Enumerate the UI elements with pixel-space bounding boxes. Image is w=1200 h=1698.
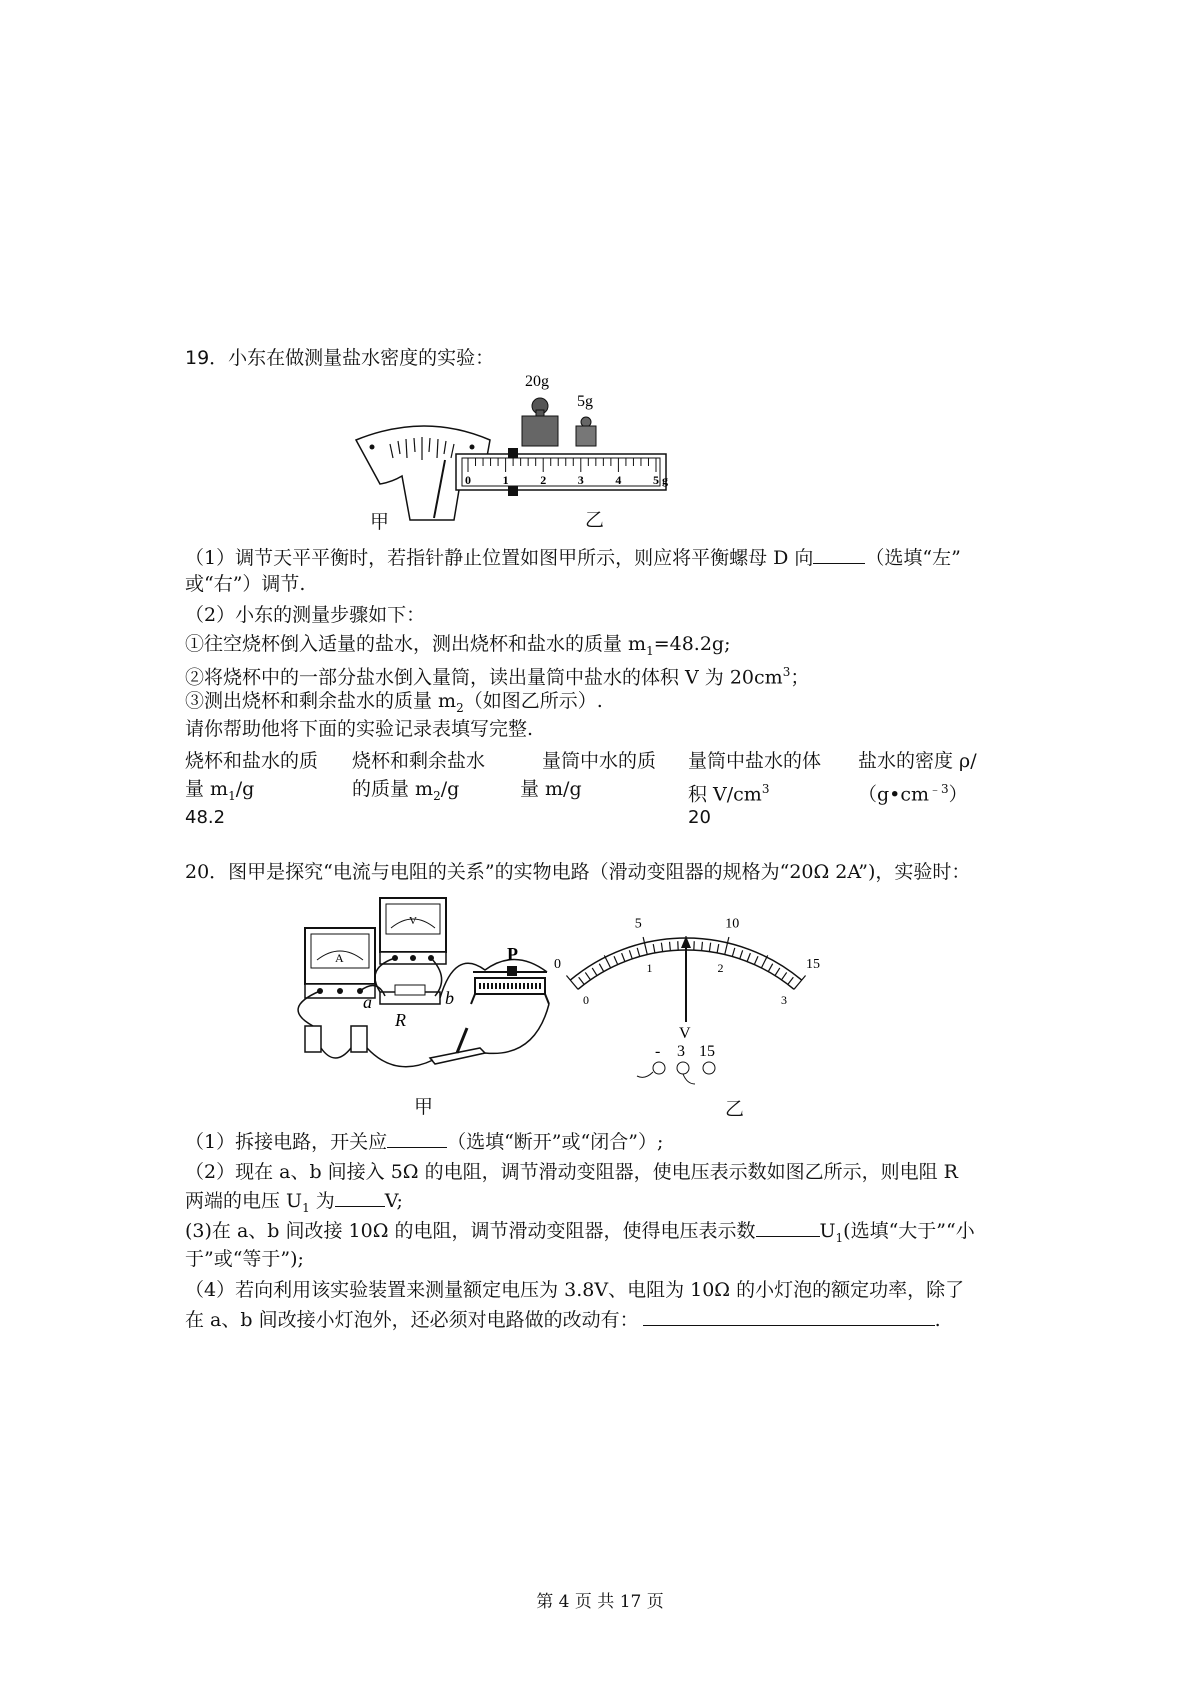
q20-part3-sub: 1 xyxy=(835,1230,844,1245)
q20-part3-choice: (选填“大于”“小 xyxy=(843,1220,975,1242)
table-header-1-unit: /g xyxy=(235,778,255,800)
dial-tick xyxy=(754,956,758,964)
table-header-5-line1: 盐水的密度 ρ/ xyxy=(858,750,977,772)
table-header-2-sub: 2 xyxy=(433,788,441,803)
dial-tick xyxy=(622,953,625,961)
dial-bottom-label: 2 xyxy=(717,961,724,976)
table-header-4-line2 xyxy=(688,777,769,806)
dial-bottom-label: 1 xyxy=(646,961,653,976)
dial-tick xyxy=(604,955,610,968)
wire-label-b: b xyxy=(445,988,454,1008)
dial-tick xyxy=(661,943,662,952)
q19-step1-text: ①往空烧杯倒入适量的盐水，测出烧杯和盐水的质量 m xyxy=(185,633,647,655)
dial-tick xyxy=(732,948,734,957)
dial-tick xyxy=(740,950,743,959)
slider-label-P: P xyxy=(507,944,518,964)
table-header-5-sup: ﹣3 xyxy=(929,782,949,796)
q19-part2-heading: （2）小东的测量步骤如下： xyxy=(185,604,426,626)
dial-top-label: 10 xyxy=(725,916,740,932)
dial-top-label: 5 xyxy=(634,916,642,932)
terminal-label-15: 15 xyxy=(699,1043,715,1060)
q20-part4-line2 xyxy=(185,1307,941,1332)
q19-step1-value: =48.2g; xyxy=(653,633,731,655)
dial-tick xyxy=(747,953,750,961)
weight-5g-label: 5g xyxy=(577,393,593,410)
dial-top-label: 0 xyxy=(554,956,562,972)
q19-instruction: 请你帮助他将下面的实验记录表填写完整. xyxy=(185,718,534,740)
dial-tick xyxy=(709,943,710,952)
q19-fig-label-jia: 甲 xyxy=(370,511,390,533)
table-header-5-end: ） xyxy=(948,783,968,806)
table-header-5-text: （g•cm xyxy=(858,783,930,806)
voltmeter-icon xyxy=(380,898,446,964)
q20-part2-text: 两端的电压 U xyxy=(185,1190,303,1212)
dial-tick xyxy=(599,964,603,972)
table-header-2-text: 的质量 m xyxy=(352,778,434,800)
q20-part3-line1 xyxy=(185,1218,975,1250)
beam-tick-label: 2 xyxy=(540,473,547,487)
q19-part1-line1 xyxy=(185,545,961,570)
beam-tick-label: 3 xyxy=(577,473,584,487)
dial-tick xyxy=(629,950,632,959)
q19-fig-label-yi: 乙 xyxy=(585,509,605,531)
weight-20g-label: 20g xyxy=(525,373,549,390)
q19-step3-end: （如图乙所示）. xyxy=(463,690,603,712)
q19-step2-text: ②将烧杯中的一部分盐水倒入量筒，读出量筒中盐水的体积 V 为 20cm xyxy=(185,666,783,689)
weight-5g-icon xyxy=(576,393,596,446)
table-header-1-line1: 烧杯和盐水的质 xyxy=(185,750,319,772)
svg-text:V: V xyxy=(409,915,417,927)
table-header-4-sup: 3 xyxy=(761,782,770,796)
rider-top-icon xyxy=(508,448,518,458)
dial-tick xyxy=(725,937,729,955)
q19-answer-blank-1[interactable] xyxy=(813,545,865,564)
q19-step2 xyxy=(185,660,809,689)
q20-figure xyxy=(285,888,885,1088)
q19-step2-sup: 3 xyxy=(782,665,791,679)
dial-tick xyxy=(702,942,703,951)
dial-tick xyxy=(768,964,772,972)
beam-scale xyxy=(456,448,668,496)
table-header-3-line2: 量 m/g xyxy=(520,778,582,800)
terminal-label-minus: - xyxy=(655,1043,661,1060)
q20-part2-mid: 为 xyxy=(309,1190,335,1212)
q19-step3-text: ③测出烧杯和剩余盐水的质量 m xyxy=(185,690,457,712)
dial-top-label: 15 xyxy=(805,956,820,972)
table-cell-m1: 48.2 xyxy=(185,807,226,828)
dial-unit-v: V xyxy=(679,1025,691,1042)
q20-part1-text: （1）拆接电路，开关应 xyxy=(185,1131,388,1153)
q19-heading: 19．小东在做测量盐水密度的实验： xyxy=(185,347,495,369)
table-header-2-line2 xyxy=(352,777,459,808)
q20-part2-sub: 1 xyxy=(302,1200,310,1215)
q19-step3 xyxy=(185,689,603,720)
dial-tick xyxy=(653,944,655,953)
q20-part3-u: U xyxy=(819,1220,836,1242)
beam-tick-label: 4 xyxy=(615,473,622,487)
q20-part3-line2: 于”或“等于”); xyxy=(185,1248,304,1270)
q20-answer-blank-4[interactable] xyxy=(643,1307,935,1326)
table-header-1-line2 xyxy=(185,777,254,808)
q20-part2-line2 xyxy=(185,1188,403,1220)
q20-part1-end: （选填“断开”或“闭合”）; xyxy=(447,1131,664,1153)
dial-tick xyxy=(717,944,719,953)
q20-fig-label-yi: 乙 xyxy=(725,1098,745,1120)
dial-tick xyxy=(643,937,647,955)
dial-bottom-label: 0 xyxy=(583,993,590,1008)
beam-tick-label: g xyxy=(662,473,668,487)
beam-tick-label: 5 xyxy=(653,473,659,487)
rider-bottom-icon xyxy=(508,486,518,496)
table-cell-v: 20 xyxy=(688,807,711,828)
resistor-R-icon xyxy=(380,985,440,1004)
switch-icon xyxy=(430,1028,485,1064)
rheostat-icon xyxy=(471,966,549,1004)
voltmeter-dial xyxy=(554,916,820,1084)
q20-part3-text: (3)在 a、b 间改接 10Ω 的电阻，调节滑动变阻器，使得电压表示数 xyxy=(185,1220,756,1242)
dial-tick xyxy=(614,956,618,964)
table-header-2-line1: 烧杯和剩余盐水 xyxy=(352,750,486,772)
page-footer: 第 4 页 共 17 页 xyxy=(536,1592,664,1612)
resistor-label-R: R xyxy=(395,1010,406,1030)
q20-fig-label-jia: 甲 xyxy=(414,1096,434,1118)
q19-part1-text-a: （1）调节天平平衡时，若指针静止位置如图甲所示，则应将平衡螺母 D 向 xyxy=(185,547,814,569)
beam-tick-label: 1 xyxy=(502,473,509,487)
terminal-label-3: 3 xyxy=(677,1043,685,1060)
q20-part4-end: . xyxy=(934,1309,941,1331)
table-header-5-line2 xyxy=(858,777,968,806)
q19-part1-text-b: （选填“左” xyxy=(865,547,961,569)
q20-answer-blank-3[interactable] xyxy=(756,1218,820,1237)
svg-text:A: A xyxy=(335,951,344,965)
weight-20g-icon xyxy=(522,373,558,446)
dial-tick xyxy=(592,968,597,976)
q19-step3-sub: 2 xyxy=(456,700,464,715)
dial-tick xyxy=(585,972,590,979)
dial-bottom-label: 3 xyxy=(780,993,787,1008)
dial-tick xyxy=(782,972,787,979)
q20-answer-blank-2[interactable] xyxy=(335,1188,385,1207)
q19-step1 xyxy=(185,632,731,663)
q19-part1-line2: 或“右”）调节. xyxy=(185,573,306,595)
q20-part2-unit: V; xyxy=(384,1190,403,1212)
q19-step1-sub: 1 xyxy=(646,643,654,658)
q20-part2-line1: （2）现在 a、b 间接入 5Ω 的电阻，调节滑动变阻器，使电压表示数如图乙所示，则电阻 R xyxy=(185,1161,958,1183)
table-header-4-line1: 量筒中盐水的体 xyxy=(688,750,822,772)
q20-part4-line1: （4）若向利用该实验装置来测量额定电压为 3.8V、电阻为 10Ω 的小灯泡的额定功率，除了 xyxy=(185,1279,965,1301)
dial-tick xyxy=(775,968,780,976)
q19-step2-end: ； xyxy=(790,666,810,689)
dial-tick xyxy=(761,955,767,968)
q20-answer-blank-1[interactable] xyxy=(387,1129,447,1148)
battery-icon xyxy=(305,1026,367,1052)
table-header-3-line1: 量筒中水的质 xyxy=(542,750,657,772)
table-header-1-sub: 1 xyxy=(228,788,236,803)
dial-tick xyxy=(670,942,671,951)
dial-tick xyxy=(788,977,793,984)
q20-part4-text: 在 a、b 间改接小灯泡外，还必须对电路做的改动有： xyxy=(185,1309,639,1331)
table-header-4-text: 积 V/cm xyxy=(688,783,762,806)
beam-tick-label: 0 xyxy=(465,473,471,487)
table-header-1-text: 量 m xyxy=(185,778,229,800)
dial-tick xyxy=(637,948,639,957)
q20-part1 xyxy=(185,1129,663,1154)
wire-label-a: a xyxy=(363,992,372,1012)
table-header-2-unit: /g xyxy=(440,778,460,800)
q20-heading: 20．图甲是探究“电流与电阻的关系”的实物电路（滑动变阻器的规格为“20Ω 2A”)，实验时： xyxy=(185,861,971,883)
dial-tick xyxy=(579,977,584,984)
